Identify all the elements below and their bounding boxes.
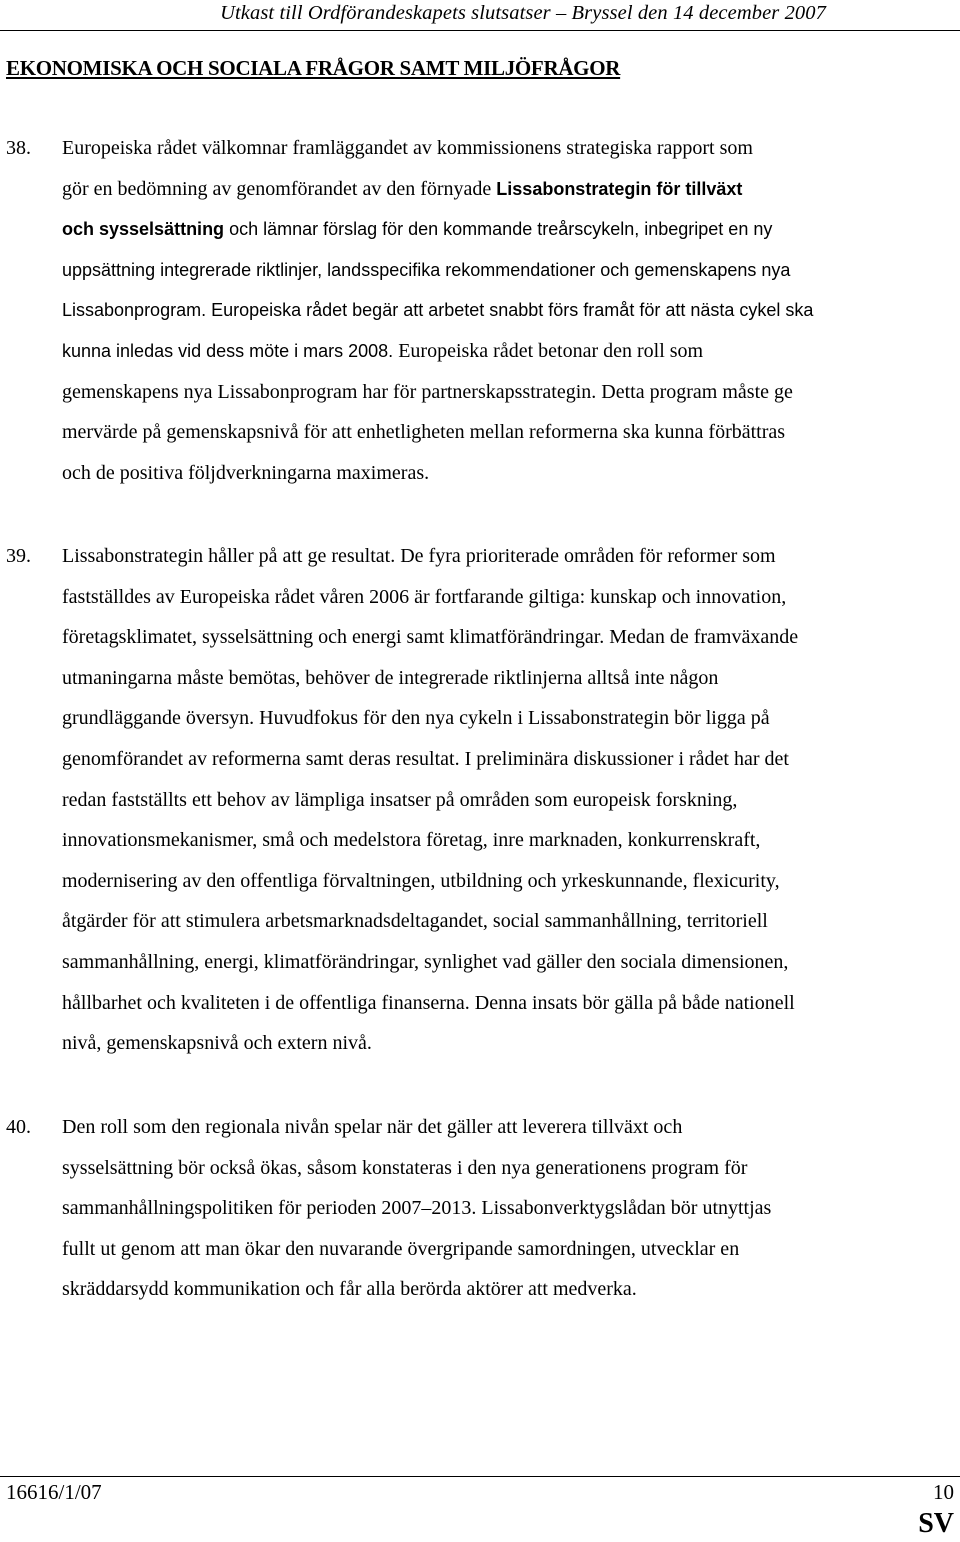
text-segment: kunna inledas vid dess möte i mars 2008.	[62, 340, 394, 361]
text-segment: utmaningarna måste bemötas, behöver de integrerade riktlinjerna alltså inte någon	[62, 666, 719, 689]
text-segment: Europeiska rådet välkomnar framläggandet av kommissionens strategiska rapport som	[62, 137, 753, 159]
text-segment: uppsättning integrerade riktlinjer, landsspecifika rekommendationer och gemenskapens nya	[62, 259, 791, 280]
text-line	[62, 861, 942, 902]
text-segment: Lissabonprogram. Europeiska rådet begär att arbetet snabbt förs framåt för att nästa cykel ska	[62, 300, 814, 321]
text-segment: Detta program måste ge	[596, 380, 793, 403]
text-line	[62, 331, 942, 372]
text-segment: mervärde på gemenskapsnivå för att enhetligheten mellan reformerna ska kunna förbättras	[62, 421, 786, 444]
text-line	[62, 169, 942, 210]
text-segment: och lämnar förslag för den kommande treårscykeln, inbegripet en ny	[224, 219, 773, 240]
paragraph-number: 38.	[6, 137, 31, 159]
page-number: 10	[933, 1480, 954, 1504]
text-line	[62, 1229, 942, 1270]
text-line	[62, 1269, 942, 1310]
text-segment: sammanhållningspolitiken för perioden 2007–2013. Lissabonverktygslådan bör utnyttjas	[62, 1197, 772, 1220]
text-segment: redan fastställts ett behov av lämpliga insatser på områden som europeisk forskning,	[62, 788, 738, 811]
text-line	[62, 739, 942, 780]
text-segment: Den roll som den regionala nivån spelar när det gäller att leverera tillväxt och	[62, 1116, 683, 1138]
text-line	[62, 290, 942, 331]
text-line	[62, 577, 942, 618]
text-segment: genomförandet av reformerna samt deras resultat. I preliminära diskussioner i rådet har det	[62, 747, 789, 770]
text-segment: nivå, gemenskapsnivå och extern nivå.	[62, 1032, 372, 1055]
text-segment: grundläggande översyn. Huvudfokus för den nya cykeln i Lissabonstrategin bör ligga på	[62, 707, 770, 730]
text-line	[62, 453, 942, 494]
text-line	[62, 1188, 942, 1229]
text-segment: företagsklimatet, sysselsättning och energi samt klimatförändringar. Medan de framväxande	[62, 626, 799, 649]
text-segment: Europeiska rådet betonar den roll som	[393, 339, 704, 362]
text-line	[62, 698, 942, 739]
text-line	[62, 780, 942, 821]
text-line	[62, 412, 942, 453]
page-header	[0, 0, 960, 30]
text-segment: gemenskapens nya Lissabonprogram har för partnerskapsstrategin.	[62, 380, 597, 403]
text-segment: hållbarhet och kvaliteten i de offentliga finanserna. Denna insats bör gälla på både nationell	[62, 991, 795, 1014]
text-line	[62, 128, 942, 169]
paragraph-number: 39.	[6, 545, 31, 567]
text-line	[62, 250, 942, 291]
text-segment: sammanhållning, energi, klimatförändringar, synlighet vad gäller den sociala dimensionen,	[62, 950, 789, 973]
text-line	[62, 209, 942, 250]
text-line	[62, 617, 942, 658]
text-segment: innovationsmekanismer, små och medelstora företag, inre marknaden, konkurrenskraft,	[62, 829, 761, 852]
text-line	[62, 901, 942, 942]
text-line	[62, 983, 942, 1024]
text-segment: fullt ut genom att man ökar den nuvarande övergripande samordningen, utvecklar en	[62, 1237, 740, 1260]
text-line	[62, 372, 942, 413]
paragraph-number: 40.	[6, 1116, 31, 1138]
section-heading: EKONOMISKA OCH SOCIALA FRÅGOR SAMT MILJÖFRÅGOR	[6, 56, 621, 80]
text-line	[62, 1107, 942, 1148]
header-title: Utkast till Ordförandeskapets slutsatser – Bryssel den 14 december 2007	[220, 2, 826, 24]
footer-divider	[0, 1476, 960, 1477]
paragraph-body	[62, 128, 942, 493]
text-line	[62, 1148, 942, 1189]
paragraph-body	[62, 536, 942, 1064]
text-segment: och de positiva följdverkningarna maximeras.	[62, 461, 430, 484]
text-segment: gör en bedömning av genomförandet av den förnyade	[62, 177, 497, 200]
text-segment: skräddarsydd kommunikation och får alla berörda aktörer att medverka.	[62, 1278, 637, 1301]
text-segment: modernisering av den offentliga förvaltningen, utbildning och yrkeskunnande, flexicurity,	[62, 869, 780, 892]
paragraph-body	[62, 1107, 942, 1310]
text-segment: sysselsättning bör också ökas, såsom konstateras i den nya generationens program för	[62, 1156, 748, 1179]
text-line	[62, 536, 942, 577]
text-segment: Lissabonstrategin håller på att ge resultat. De fyra prioriterade områden för reformer som	[62, 545, 776, 567]
text-segment: åtgärder för att stimulera arbetsmarknadsdeltagandet, social sammanhållning, territoriell	[62, 910, 768, 933]
text-line	[62, 658, 942, 699]
text-line	[62, 1023, 942, 1064]
header-divider	[0, 30, 960, 31]
text-segment: fastställdes av Europeiska rådet våren 2006 är fortfarande giltiga: kunskap och innovation,	[62, 585, 787, 608]
text-line	[62, 820, 942, 861]
text-segment-bold: och sysselsättning	[62, 219, 225, 240]
text-segment-bold: Lissabonstrategin för tillväxt	[496, 178, 743, 199]
text-line	[62, 942, 942, 983]
document-reference: 16616/1/07	[6, 1480, 102, 1504]
language-code: SV	[918, 1508, 954, 1539]
